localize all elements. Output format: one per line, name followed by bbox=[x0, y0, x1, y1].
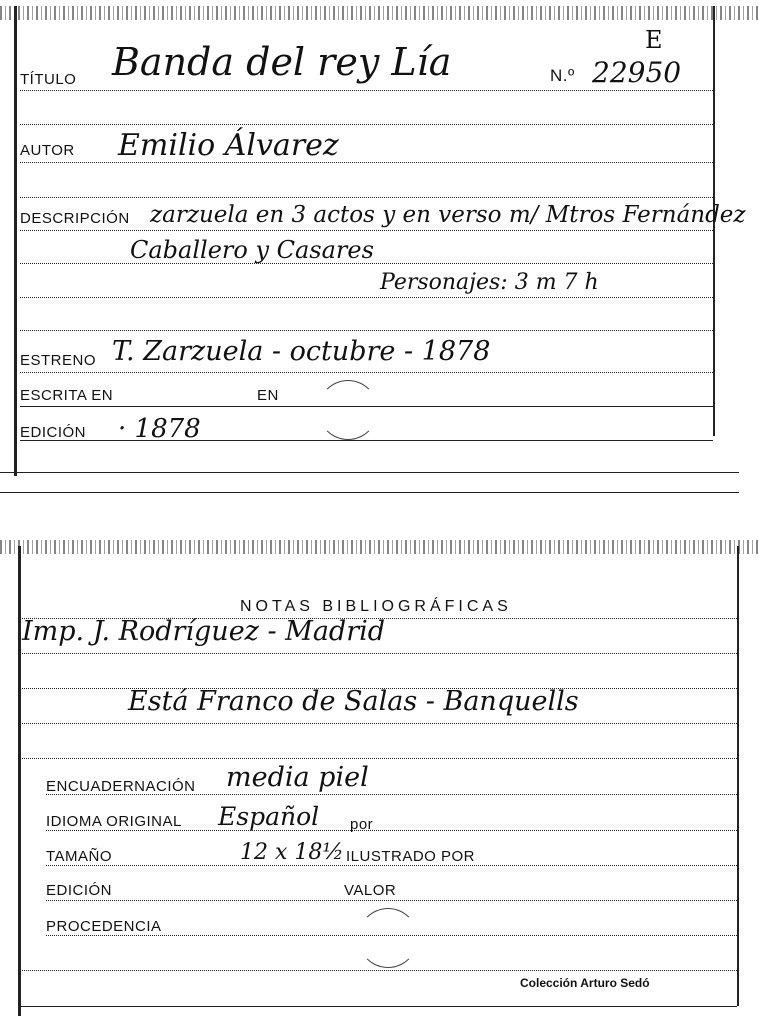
row-rule bbox=[20, 688, 737, 689]
encuadernacion-label: ENCUADERNACIÓN bbox=[46, 778, 196, 795]
card-left-edge bbox=[18, 546, 21, 1016]
card-separator-line bbox=[0, 492, 739, 493]
ilustrado-por-label: ILUSTRADO POR bbox=[346, 848, 476, 865]
edicion-label: EDICIÓN bbox=[20, 424, 87, 441]
procedencia-label: PROCEDENCIA bbox=[46, 918, 162, 935]
descripcion-line1: zarzuela en 3 actos y en verso m/ Mtros Fernández bbox=[150, 202, 746, 228]
card-torn-edge bbox=[0, 540, 759, 554]
row-rule bbox=[20, 723, 737, 724]
tamano-value: 12 x 18½ bbox=[240, 840, 344, 865]
autor-rule bbox=[20, 162, 713, 163]
catalog-card-front bbox=[0, 0, 759, 495]
descripcion-label: DESCRIPCIÓN bbox=[20, 210, 130, 227]
library-stamp-icon bbox=[318, 380, 378, 440]
valor-label: VALOR bbox=[344, 882, 397, 899]
escrita-en-label: ESCRITA EN bbox=[20, 387, 114, 404]
row-rule bbox=[20, 330, 713, 331]
card-left-edge bbox=[14, 6, 17, 476]
edicion-rule bbox=[20, 440, 713, 441]
estreno-value: T. Zarzuela - octubre - 1878 bbox=[112, 336, 491, 367]
card-torn-edge bbox=[0, 6, 759, 20]
section-title: NOTAS BIBLIOGRÁFICAS bbox=[240, 598, 512, 615]
idioma-original-value: Español bbox=[218, 802, 320, 831]
titulo-label: TÍTULO bbox=[20, 71, 77, 88]
encuadernacion-value: media piel bbox=[226, 762, 369, 793]
collection-credit: Colección Arturo Sedó bbox=[520, 976, 650, 990]
descripcion-line2: Caballero y Casares bbox=[130, 236, 374, 264]
idioma-original-label: IDIOMA ORIGINAL bbox=[46, 813, 182, 830]
row-rule bbox=[20, 653, 737, 654]
row-rule bbox=[20, 297, 713, 298]
notes-line1: Imp. J. Rodríguez - Madrid bbox=[22, 616, 386, 647]
numero-label: N.º bbox=[550, 66, 575, 85]
titulo-rule bbox=[20, 90, 713, 91]
estreno-label: ESTRENO bbox=[20, 352, 97, 369]
row-rule bbox=[20, 758, 737, 759]
notes-line2: Está Franco de Salas - Banquells bbox=[128, 686, 579, 717]
library-stamp-icon bbox=[358, 908, 418, 968]
row-rule bbox=[20, 970, 737, 971]
row-rule bbox=[20, 197, 713, 198]
titulo-value: Banda del rey Lía bbox=[112, 40, 452, 84]
row-rule bbox=[46, 830, 737, 831]
footer-rule bbox=[20, 1006, 737, 1007]
idioma-por-label: por bbox=[350, 816, 374, 833]
estreno-rule bbox=[20, 372, 713, 373]
edicion-bottom-label: EDICIÓN bbox=[46, 882, 113, 899]
row-rule bbox=[46, 865, 737, 866]
tamano-label: TAMAÑO bbox=[46, 848, 113, 865]
row-rule bbox=[46, 794, 737, 795]
card-separator-line bbox=[0, 472, 739, 473]
row-rule bbox=[20, 230, 713, 231]
descripcion-line3: Personajes: 3 m 7 h bbox=[380, 270, 599, 295]
corner-mark: E bbox=[645, 26, 663, 54]
autor-value: Emilio Álvarez bbox=[118, 128, 339, 163]
autor-label: AUTOR bbox=[20, 142, 75, 159]
row-rule bbox=[20, 124, 713, 125]
catalog-card-back bbox=[0, 536, 759, 1028]
row-rule bbox=[20, 263, 713, 264]
card-right-edge bbox=[737, 546, 739, 1006]
en-label: EN bbox=[257, 387, 279, 404]
row-rule bbox=[46, 900, 737, 901]
numero-value: 22950 bbox=[592, 56, 682, 89]
edicion-value: · 1878 bbox=[118, 414, 201, 444]
